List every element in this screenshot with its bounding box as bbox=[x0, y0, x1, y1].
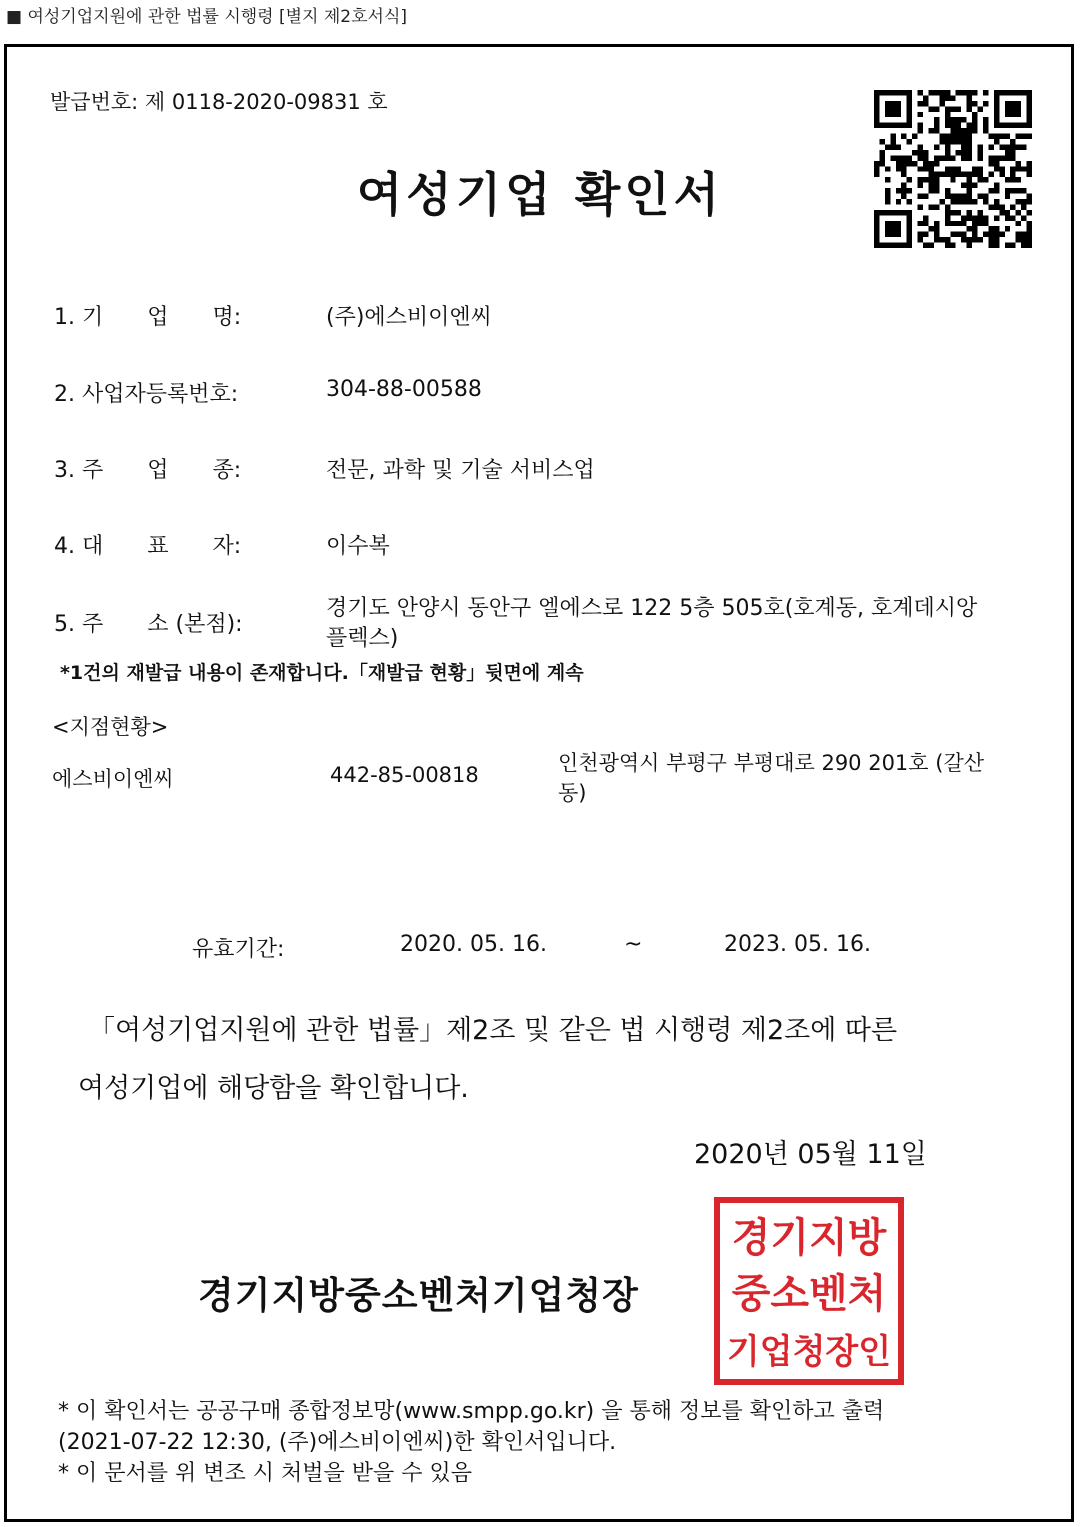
validity-to: 2023. 05. 16. bbox=[724, 932, 871, 957]
field-value-industry: 전문, 과학 및 기술 서비스업 bbox=[326, 458, 595, 483]
field-value-business-number: 304-88-00588 bbox=[326, 377, 482, 402]
footer-line2: (2021-07-22 12:30, (주)에스비이엔씨)한 확인서입니다. bbox=[58, 1430, 617, 1455]
statement-line2: 여성기업에 해당함을 확인합니다. bbox=[78, 1073, 469, 1104]
branch-reg-number: 442-85-00818 bbox=[330, 763, 479, 787]
footer-line1: * 이 확인서는 공공구매 종합정보망(www.smpp.go.kr) 을 통해 정보를 확인하고 출력 bbox=[58, 1399, 885, 1424]
seal-text-line: 경기지방 bbox=[731, 1215, 887, 1261]
seal-text-line: 기업청장인 bbox=[726, 1332, 892, 1372]
field-value-address-line2: 플렉스) bbox=[326, 626, 399, 651]
footer-line3: * 이 문서를 위 변조 시 처벌을 받을 수 있음 bbox=[58, 1461, 472, 1486]
seal-text-line: 중소벤처 bbox=[731, 1271, 887, 1317]
field-label-industry: 3. 주 업 종: bbox=[54, 458, 242, 483]
field-label-business-number: 2. 사업자등록번호: bbox=[54, 382, 239, 407]
issue-date: 2020년 05월 11일 bbox=[694, 1139, 927, 1170]
reissue-note: *1건의 재발급 내용이 존재합니다.「재발급 현황」뒷면에 계속 bbox=[60, 662, 584, 684]
issue-number: 발급번호: 제 0118-2020-09831 호 bbox=[50, 90, 388, 114]
branch-address-line2: 동) bbox=[558, 781, 587, 805]
validity-from: 2020. 05. 16. bbox=[400, 932, 547, 957]
validity-separator: ~ bbox=[624, 932, 643, 957]
validity-label: 유효기간: bbox=[192, 937, 285, 962]
qr-code-icon bbox=[874, 90, 1032, 248]
branch-name: 에스비이엔씨 bbox=[52, 767, 174, 791]
statement-line1: 「여성기업지원에 관한 법률」제2조 및 같은 법 시행령 제2조에 따른 bbox=[88, 1015, 898, 1046]
field-label-address: 5. 주 소 (본점): bbox=[54, 612, 243, 637]
field-value-company: (주)에스비이엔씨 bbox=[326, 305, 492, 330]
field-label-company: 1. 기 업 명: bbox=[54, 305, 242, 330]
field-value-representative: 이수복 bbox=[326, 534, 390, 559]
official-seal-icon bbox=[712, 1196, 906, 1386]
field-label-representative: 4. 대 표 자: bbox=[54, 534, 242, 559]
issuer-name: 경기지방중소벤처기업청장 bbox=[198, 1274, 639, 1317]
form-reference: ■ 여성기업지원에 관한 법률 시행령 [별지 제2호서식] bbox=[6, 7, 408, 27]
document-title: 여성기업 확인서 bbox=[356, 168, 724, 223]
branch-header: <지점현황> bbox=[52, 715, 169, 739]
branch-address-line1: 인천광역시 부평구 부평대로 290 201호 (갈산 bbox=[558, 751, 985, 775]
field-value-address-line1: 경기도 안양시 동안구 엘에스로 122 5층 505호(호계동, 호계데시앙 bbox=[326, 596, 978, 621]
